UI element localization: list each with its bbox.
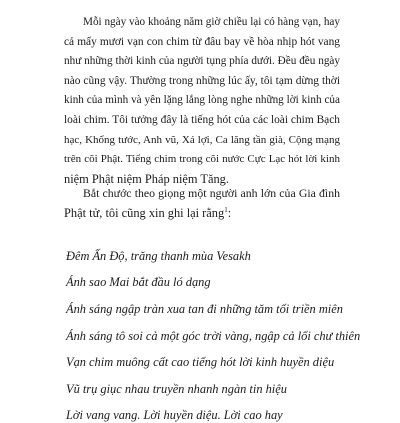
poem-line: Lời vang vang. Lời huyền diệu. Lời cao hay <box>66 408 283 422</box>
paragraph-line: hạc, Khổng tước, Anh vũ, Xá lợi, Ca lăng tần già, Cộng mạng <box>64 133 340 146</box>
body-paragraph <box>64 184 340 223</box>
paragraph-line: cả mấy mươi vạn con chim từ đâu bay về hòa nhịp hót vang <box>64 35 340 48</box>
poem-line: Vạn chim muông cất cao tiếng hót lời kinh huyền diệu <box>66 355 335 369</box>
paragraph-punctuation: : <box>227 205 232 220</box>
poem-line: Ánh sáng ngập tràn xua tan đi những tăm tối triền miên <box>66 302 343 316</box>
poem-line: Ánh sao Mai bắt đầu ló dạng <box>66 275 211 289</box>
poem-line: Đêm Ấn Độ, trăng thanh mùa Vesakh <box>66 249 251 263</box>
paragraph-line: như những thời kinh của người tụng phía dưới. Đều đều ngày <box>64 55 340 68</box>
paragraph-line: niệm Phật niệm Pháp niệm Tăng. <box>64 171 229 186</box>
paragraph-line: trên cõi Phật. Tiếng chim trong cõi nước Cực Lạc hót lời kinh <box>64 153 340 166</box>
footnote-marker[interactable]: 1 <box>224 205 228 214</box>
poem-line: Ánh sáng tô soi cả một góc trời vàng, ngập cả lối chư thiên <box>66 329 361 343</box>
paragraph-line: Mỗi ngày vào khoảng năm giờ chiều lại có hàng vạn, hay <box>83 16 340 28</box>
paragraph-line: loài chim. Tôi tưởng đây là tiếng hót của các loài chim Bạch <box>64 113 340 126</box>
poem-line: Vũ trụ giục nhau truyền nhanh ngàn tin hiệu <box>66 382 287 396</box>
paragraph-line-text: Phật tử, tôi cũng xin ghi lại rằng <box>64 205 225 220</box>
paragraph-line: kinh của mình và yên lặng lắng lòng nghe những lời kinh của <box>64 94 340 107</box>
paragraph-line: Bắt chước theo giọng một người anh lớn của Gia đình <box>83 186 340 200</box>
body-paragraph <box>64 13 340 189</box>
paragraph-line: nào cũng vậy. Thường trong những lúc ấy, tôi tạm dừng thời <box>64 74 340 87</box>
paragraph-line <box>64 204 340 224</box>
